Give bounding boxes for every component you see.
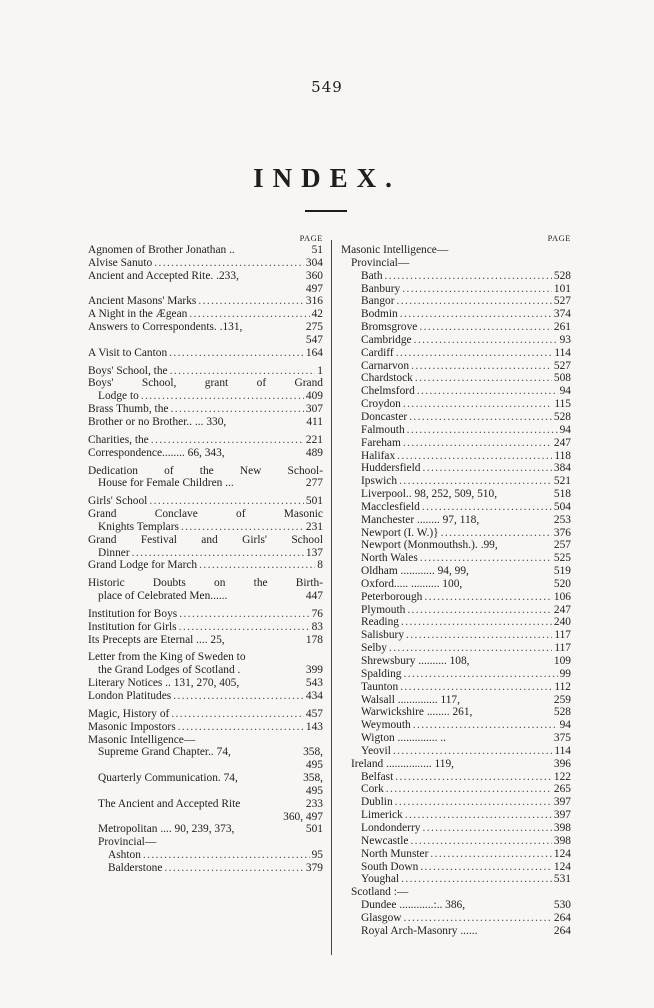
index-entry: Magic, History of ..... 457 bbox=[88, 708, 323, 721]
index-entry: Chelmsford ..... 94 bbox=[341, 385, 571, 398]
index-entry: Londonderry ..... 398 bbox=[341, 822, 571, 835]
index-entry: Macclesfield ..... 504 bbox=[341, 501, 571, 514]
index-entry: Chardstock ..... 508 bbox=[341, 372, 571, 385]
index-entry-continuation: 495 bbox=[305, 784, 323, 797]
page-column-header: PAGE bbox=[547, 233, 571, 243]
index-entry: Weymouth ..... 94 bbox=[341, 719, 571, 732]
index-entry: Brass Thumb, the ..... 307 bbox=[88, 403, 323, 416]
index-entry: Correspondence........ 66, 343, 489 bbox=[88, 446, 323, 459]
index-entry: Wigton .............. .. 375 bbox=[361, 732, 571, 745]
index-entry: South Down ..... 124 bbox=[341, 861, 571, 874]
index-entry: Reading ..... 240 bbox=[341, 616, 571, 629]
index-entry-continuation: 497 bbox=[305, 282, 323, 295]
index-entry: Bromsgrove ..... 261 bbox=[341, 321, 571, 334]
index-entry: Agnomen of Brother Jonathan .. 51 bbox=[88, 244, 323, 256]
index-entry: Dedication of the New School- bbox=[88, 464, 323, 477]
index-entry: Masonic Impostors ..... 143 bbox=[88, 721, 323, 734]
index-entry: Its Precepts are Eternal .... 25, 178 bbox=[88, 633, 323, 646]
index-entry: Newport (I. W.)} ..... 376 bbox=[341, 527, 571, 540]
index-entry: Bangor ..... 527 bbox=[341, 295, 571, 308]
index-entry: Belfast ..... 122 bbox=[341, 771, 571, 784]
index-entry: Bath ..... 528 bbox=[341, 270, 571, 283]
index-entry: Answers to Correspondents. .131, 275 bbox=[88, 321, 323, 334]
index-heading: Masonic Intelligence— bbox=[88, 733, 196, 746]
index-entry-continuation: the Grand Lodges of Scotland . 399 bbox=[98, 664, 323, 677]
index-entry: Salisbury ..... 117 bbox=[341, 629, 571, 642]
index-entry: Liverpool.. 98, 252, 509, 510, 518 bbox=[361, 488, 571, 501]
index-entry: Carnarvon ..... 527 bbox=[341, 360, 571, 373]
index-entry: Newcastle ..... 398 bbox=[341, 835, 571, 848]
index-entry: Literary Notices .. 131, 270, 405, 543 bbox=[88, 677, 323, 690]
index-entry: Cork ..... 265 bbox=[341, 783, 571, 796]
index-entry: Brother or no Brother.. ... 330, 411 bbox=[88, 415, 323, 428]
index-entry-continuation: 495 bbox=[305, 759, 323, 772]
index-entry: Royal Arch-Masonry ...... 264 bbox=[361, 924, 571, 937]
index-entry: Oldham ............ 94, 99, 519 bbox=[361, 565, 571, 578]
index-entry: Peterborough ..... 106 bbox=[341, 591, 571, 604]
index-entry: Croydon ..... 115 bbox=[341, 398, 571, 411]
index-entry: Grand Lodge for March ..... 8 bbox=[88, 559, 323, 572]
scotland-list bbox=[341, 899, 571, 938]
index-entry: Doncaster ..... 528 bbox=[341, 411, 571, 424]
index-entry: Limerick ..... 397 bbox=[341, 809, 571, 822]
index-entry: Historic Doubts on the Birth- bbox=[88, 577, 323, 590]
index-entry: Cambridge ..... 93 bbox=[341, 334, 571, 347]
left-column bbox=[88, 232, 323, 875]
ireland-list bbox=[341, 771, 571, 887]
index-entry: Grand Conclave of Masonic bbox=[88, 508, 323, 521]
index-entry: Girls' School ..... 501 bbox=[88, 495, 323, 508]
index-entry: Huddersfield ..... 384 bbox=[341, 462, 571, 475]
page-title: INDEX. bbox=[253, 163, 401, 193]
index-entry-continuation: House for Female Children ... 277 bbox=[98, 477, 323, 490]
index-entry: Banbury ..... 101 bbox=[341, 283, 571, 296]
index-entry: Ashton ..... 95 bbox=[88, 849, 323, 862]
column-divider bbox=[331, 240, 332, 955]
index-entry: Charities, the ..... 221 bbox=[88, 434, 323, 447]
index-entry: Youghal ..... 531 bbox=[341, 873, 571, 886]
title-rule bbox=[305, 210, 347, 212]
page-number: 549 bbox=[311, 78, 343, 96]
index-entry: The Ancient and Accepted Rite 233 bbox=[98, 797, 323, 810]
index-entry: Ipswich ..... 521 bbox=[341, 475, 571, 488]
index-subheading: Scotland :— bbox=[351, 886, 409, 899]
index-entry-continuation: Knights Templars ..... 231 bbox=[88, 521, 323, 534]
index-entry: North Wales ..... 525 bbox=[341, 552, 571, 565]
index-entry: Supreme Grand Chapter.. 74, 358, bbox=[98, 746, 323, 759]
index-entry: North Munster ..... 124 bbox=[341, 848, 571, 861]
index-entry: Glasgow ..... 264 bbox=[341, 912, 571, 925]
index-entry: A Night in the Ægean ..... 42 bbox=[88, 308, 323, 321]
index-entry: Halifax ..... 118 bbox=[341, 450, 571, 463]
index-entry: Fareham ..... 247 bbox=[341, 437, 571, 450]
index-entry: Quarterly Communication. 74, 358, bbox=[98, 772, 323, 785]
index-entry: Yeovil ..... 114 bbox=[341, 745, 571, 758]
index-entry: Cardiff ..... 114 bbox=[341, 347, 571, 360]
index-entry: Ancient Masons' Marks ..... 316 bbox=[88, 295, 323, 308]
index-entry: Metropolitan .... 90, 239, 373, 501 bbox=[98, 823, 323, 836]
index-entry-continuation: 360, 497 bbox=[283, 810, 323, 823]
index-entry-continuation: 547 bbox=[305, 333, 323, 346]
index-entry: Dundee ............:.. 386, 530 bbox=[361, 899, 571, 912]
index-subheading: Provincial— bbox=[98, 836, 157, 849]
index-entry: Shrewsbury .......... 108, 109 bbox=[361, 655, 571, 667]
index-subheading: Provincial— bbox=[351, 256, 410, 269]
index-entry: Institution for Girls ..... 83 bbox=[88, 621, 323, 634]
index-entry: Institution for Boys ..... 76 bbox=[88, 608, 323, 621]
index-entry: Falmouth ..... 94 bbox=[341, 424, 571, 437]
index-entry: Oxford..... .......... 100, 520 bbox=[361, 577, 571, 590]
index-entry-continuation: place of Celebrated Men...... 447 bbox=[98, 590, 323, 603]
index-entry: Boys' School, the ..... 1 bbox=[88, 365, 323, 378]
index-entry: Newport (Monmouthsh.). .99, 257 bbox=[361, 539, 571, 552]
index-entry: Alvise Sanuto ..... 304 bbox=[88, 257, 323, 270]
right-column bbox=[341, 232, 571, 938]
index-entry: Manchester ........ 97, 118, 253 bbox=[361, 513, 571, 526]
index-entry: Selby ..... 117 bbox=[341, 642, 571, 655]
index-entry-continuation: Dinner ..... 137 bbox=[88, 547, 323, 560]
index-entry: A Visit to Canton ..... 164 bbox=[88, 347, 323, 360]
index-entry: Dublin ..... 397 bbox=[341, 796, 571, 809]
index-entry: Warwickshire ........ 261, 528 bbox=[361, 706, 571, 719]
page-column-header: PAGE bbox=[299, 233, 323, 243]
index-entry: Walsall .............. 117, 259 bbox=[361, 693, 571, 706]
index-entry: Letter from the King of Sweden to bbox=[88, 651, 246, 664]
provincial-list bbox=[341, 270, 571, 758]
index-entry: Grand Festival and Girls' School bbox=[88, 533, 323, 546]
index-entry: Boys' School, grant of Grand bbox=[88, 377, 323, 390]
index-entry: Bodmin ..... 374 bbox=[341, 308, 571, 321]
index-entry: Ireland ................ 119, 396 bbox=[351, 757, 571, 770]
index-entry: Spalding ..... 99 bbox=[341, 668, 571, 681]
index-entry: Taunton ..... 112 bbox=[341, 681, 571, 694]
index-heading: Masonic Intelligence— bbox=[341, 244, 449, 256]
index-entry: Plymouth ..... 247 bbox=[341, 604, 571, 617]
index-entry: Balderstone ..... 379 bbox=[88, 862, 323, 875]
index-entry-continuation: Lodge to ..... 409 bbox=[88, 390, 323, 403]
index-entry: London Platitudes ..... 434 bbox=[88, 690, 323, 703]
index-entry: Ancient and Accepted Rite. .233, 360 bbox=[88, 269, 323, 282]
